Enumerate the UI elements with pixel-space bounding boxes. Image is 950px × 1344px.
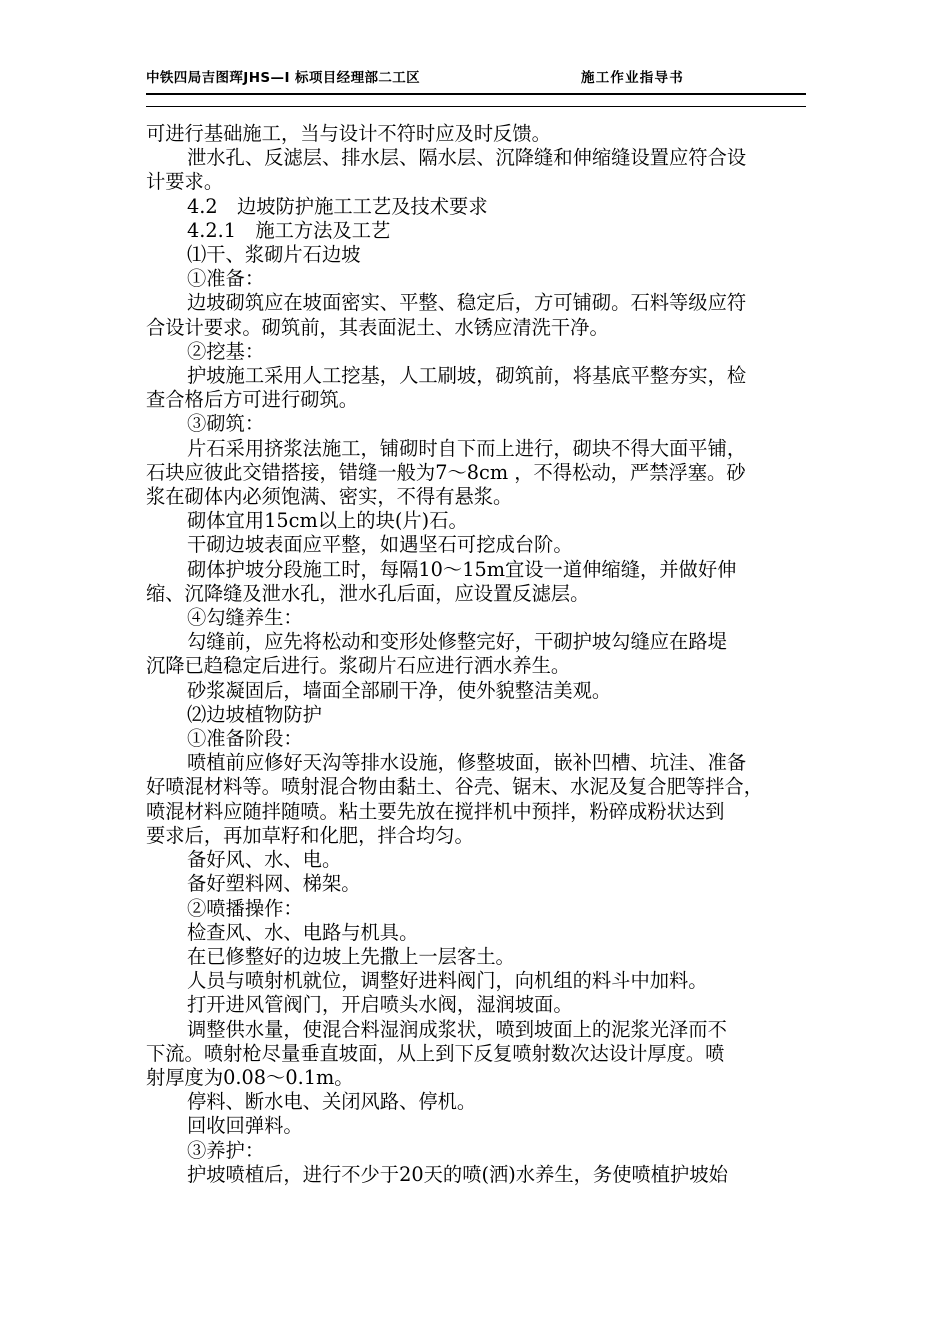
text-line: 打开进风管阀门，开启喷头水阀，湿润坡面。 (187, 993, 573, 1017)
text-line: 停料、断水电、关闭风路、停机。 (187, 1090, 477, 1114)
text-line: 4.2 边坡防护施工工艺及技术要求 (187, 194, 488, 218)
text-line: 4.2.1 施工方法及工艺 (187, 218, 391, 242)
text-line: 射厚度为0.08～0.1m。 (146, 1065, 354, 1089)
page-header (146, 66, 806, 90)
document-body (146, 122, 808, 1187)
text-line: 计要求。 (146, 170, 224, 194)
text-line: ④勾缝养生： (187, 606, 303, 630)
text-line: 好喷混材料等。喷射混合物由黏土、谷壳、锯末、水泥及复合肥等拌合， (146, 775, 763, 799)
text-line: 砂浆凝固后，墙面全部刷干净，使外貌整洁美观。 (187, 678, 612, 702)
text-line: 边坡砌筑应在坡面密实、平整、稳定后，方可铺砌。石料等级应符 (187, 291, 747, 315)
text-line: 要求后，再加草籽和化肥，拌合均匀。 (146, 823, 474, 847)
text-line: ②挖基： (187, 339, 265, 363)
text-line: 下流。喷射枪尽量垂直坡面，从上到下反复喷射数次达设计厚度。喷 (146, 1041, 725, 1065)
text-line: 干砌边坡表面应平整，如遇坚石可挖成台阶。 (187, 533, 573, 557)
text-line: 人员与喷射机就位，调整好进料阀门，向机组的料斗中加料。 (187, 969, 708, 993)
header-rule-thin (146, 106, 806, 107)
text-line: ①准备阶段： (187, 727, 303, 751)
text-line: 回收回弹料。 (187, 1114, 303, 1138)
text-line: 喷混材料应随拌随喷。粘土要先放在搅拌机中预拌，粉碎成粉状达到 (146, 799, 725, 823)
text-line: 砌体宜用15cm以上的块(片)石。 (187, 509, 468, 533)
text-line: ②喷播操作： (187, 896, 303, 920)
header-project-name: 中铁四局吉图珲JHS—Ⅰ 标项目经理部二工区 (146, 70, 421, 86)
text-line: 沉降已趋稳定后进行。浆砌片石应进行洒水养生。 (146, 654, 571, 678)
text-line: 缩、沉降缝及泄水孔，泄水孔后面，应设置反滤层。 (146, 581, 590, 605)
text-line: 备好塑料网、梯架。 (187, 872, 361, 896)
text-line: 砌体护坡分段施工时，每隔10～15m宜设一道伸缩缝，并做好伸 (187, 557, 737, 581)
text-line: 泄水孔、反滤层、排水层、隔水层、沉降缝和伸缩缝设置应符合设 (187, 146, 747, 170)
text-line: ③养护： (187, 1138, 265, 1162)
text-line: 勾缝前，应先将松动和变形处修整完好，干砌护坡勾缝应在路堤 (187, 630, 727, 654)
text-line: 护坡施工采用人工挖基，人工刷坡，砌筑前，将基底平整夯实，检 (187, 364, 747, 388)
text-line: 片石采用挤浆法施工，铺砌时自下而上进行，砌块不得大面平铺， (187, 436, 747, 460)
text-line: 备好风、水、电。 (187, 848, 342, 872)
text-line: ⑴干、浆砌片石边坡 (187, 243, 361, 267)
text-line: 在已修整好的边坡上先撒上一层客土。 (187, 944, 515, 968)
text-line: ①准备： (187, 267, 265, 291)
text-line: 可进行基础施工，当与设计不符时应及时反馈。 (146, 122, 551, 145)
text-line: 喷植前应修好天沟等排水设施，修整坡面，嵌补凹槽、坑洼、准备 (187, 751, 747, 775)
text-line: 合设计要求。砌筑前，其表面泥土、水锈应清洗干净。 (146, 315, 609, 339)
header-rule-thick (146, 93, 806, 95)
text-line: 检查风、水、电路与机具。 (187, 920, 419, 944)
text-line: 石块应彼此交错搭接，错缝一般为7～8cm ，不得松动，严禁浮塞。砂 (146, 460, 746, 484)
text-line: ③砌筑： (187, 412, 265, 436)
text-line: 调整供水量，使混合料湿润成浆状，喷到坡面上的泥浆光泽而不 (187, 1017, 727, 1041)
text-line: 护坡喷植后，进行不少于20天的喷(洒)水养生，务使喷植护坡始 (187, 1162, 728, 1186)
header-document-title: 施工作业指导书 (581, 70, 684, 86)
text-line: 查合格后方可进行砌筑。 (146, 388, 359, 412)
text-line: 浆在砌体内必须饱满、密实，不得有悬浆。 (146, 485, 513, 509)
text-line: ⑵边坡植物防护 (187, 702, 322, 726)
